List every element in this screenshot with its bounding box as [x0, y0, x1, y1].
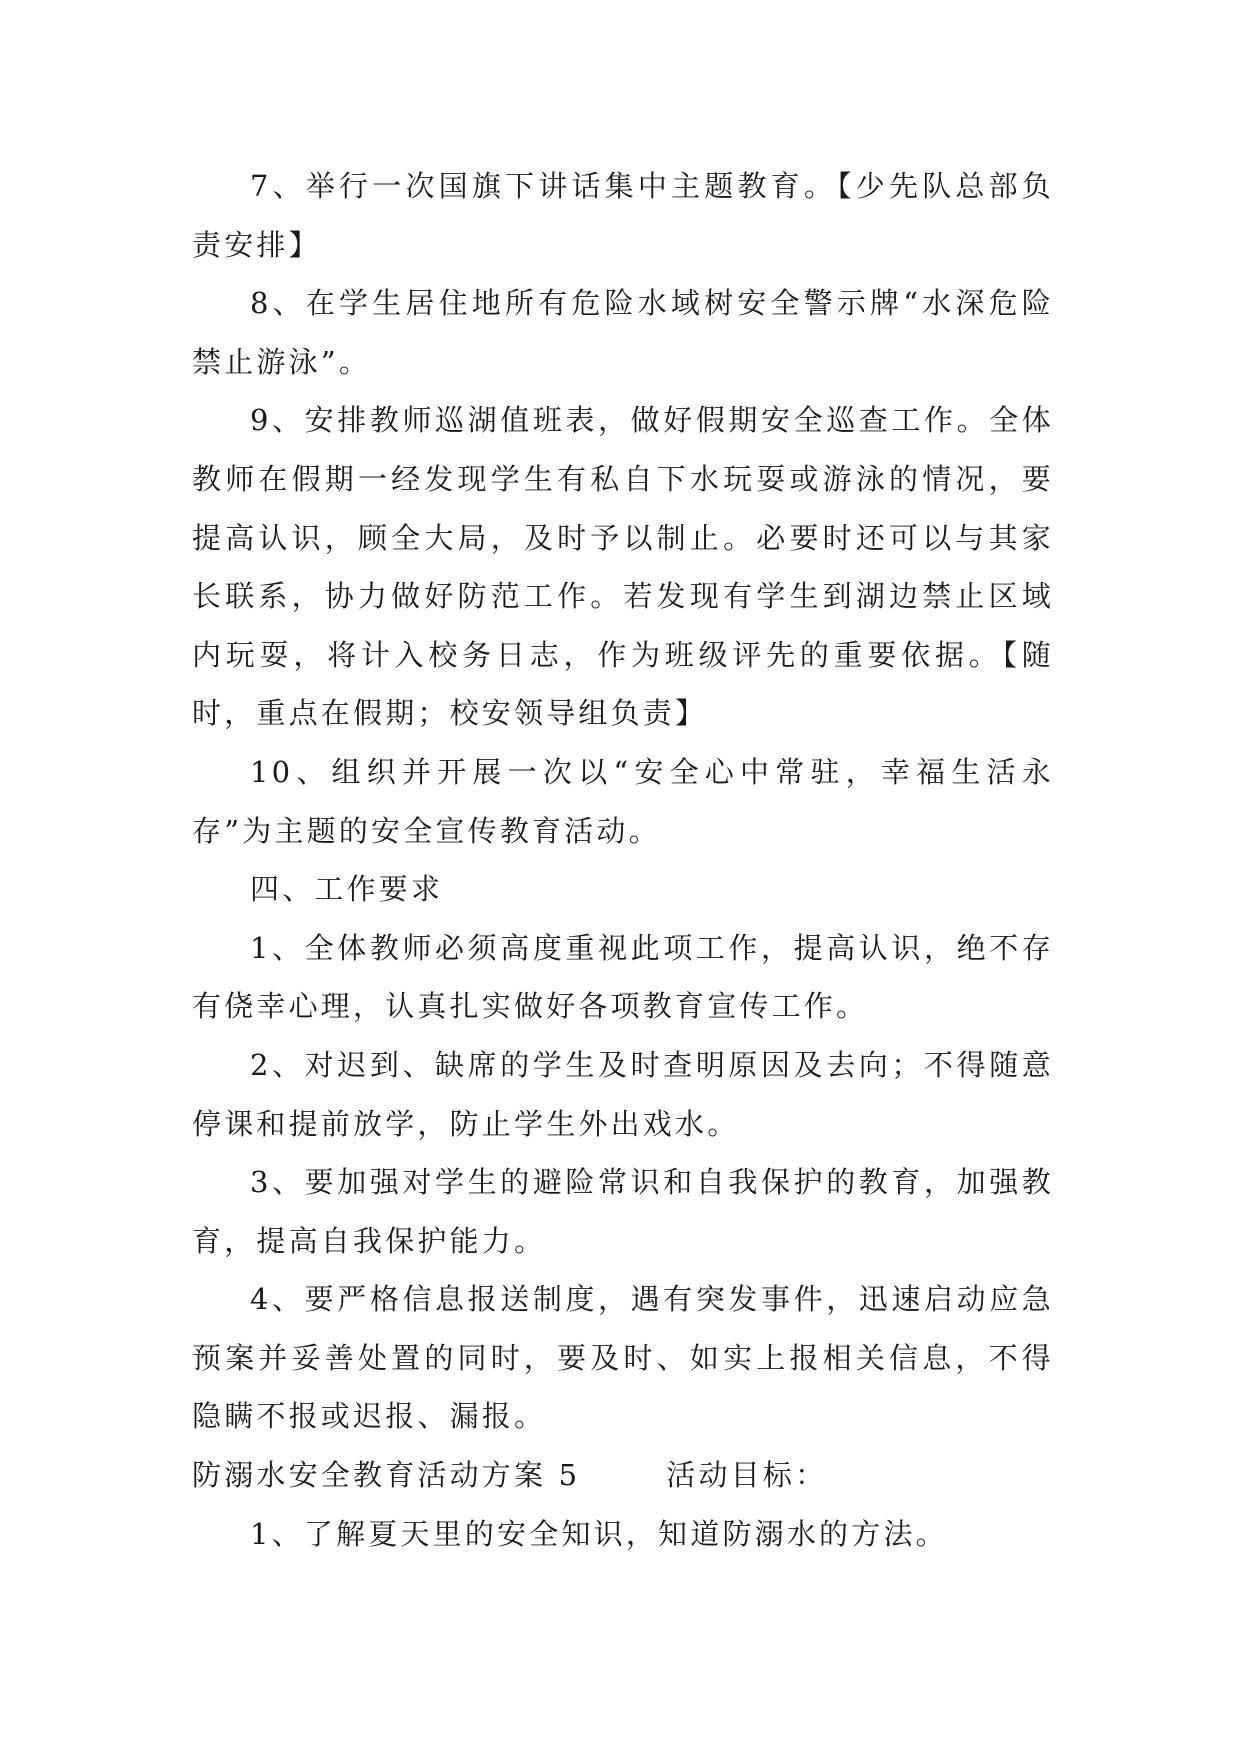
plan-title: 防溺水安全教育活动方案 5 [192, 1458, 581, 1493]
requirement-item-4: 4、要严格信息报送制度，遇有突发事件，迅速启动应急预案并妥善处置的同时，要及时、如实上报相关信息，不得隐瞒不报或迟报、漏报。 [192, 1282, 1054, 1434]
activity-goals-label: 活动目标： [666, 1458, 828, 1493]
document-page [192, 157, 1054, 1563]
plan-title-line [192, 1446, 1054, 1505]
goal-item-1: 1、了解夏天里的安全知识，知道防溺水的方法。 [250, 1516, 948, 1551]
paragraph-item-9: 9、安排教师巡湖值班表，做好假期安全巡查工作。全体教师在假期一经发现学生有私自下水玩耍或游泳的情况，要提高认识，顾全大局，及时予以制止。必要时还可以与其家长联系，协力做好防范工作。若发现有学生到湖边禁止区域内玩耍，将计入校务日志，作为班级评先的重要依据。【随时，重点在假期；校安领导组负责】 [192, 403, 1054, 731]
requirement-item-1: 1、全体教师必须高度重视此项工作，提高认识，绝不存有侥幸心理，认真扎实做好各项教育宣传工作。 [192, 930, 1054, 1024]
paragraph-item-10: 10、组织并开展一次以“安全心中常驻，幸福生活永存”为主题的安全宣传教育活动。 [192, 754, 1054, 848]
paragraph-item-8: 8、在学生居住地所有危险水域树安全警示牌“水深危险禁止游泳”。 [192, 286, 1054, 379]
requirement-item-3: 3、要加强对学生的避险常识和自我保护的教育，加强教育，提高自我保护能力。 [192, 1165, 1054, 1258]
requirement-item-2: 2、对迟到、缺席的学生及时查明原因及去向；不得随意停课和提前放学，防止学生外出戏水。 [192, 1047, 1054, 1141]
section-heading-work-requirements: 四、工作要求 [250, 872, 444, 907]
paragraph-item-7: 7、举行一次国旗下讲话集中主题教育。【少先队总部负责安排】 [192, 169, 1054, 262]
